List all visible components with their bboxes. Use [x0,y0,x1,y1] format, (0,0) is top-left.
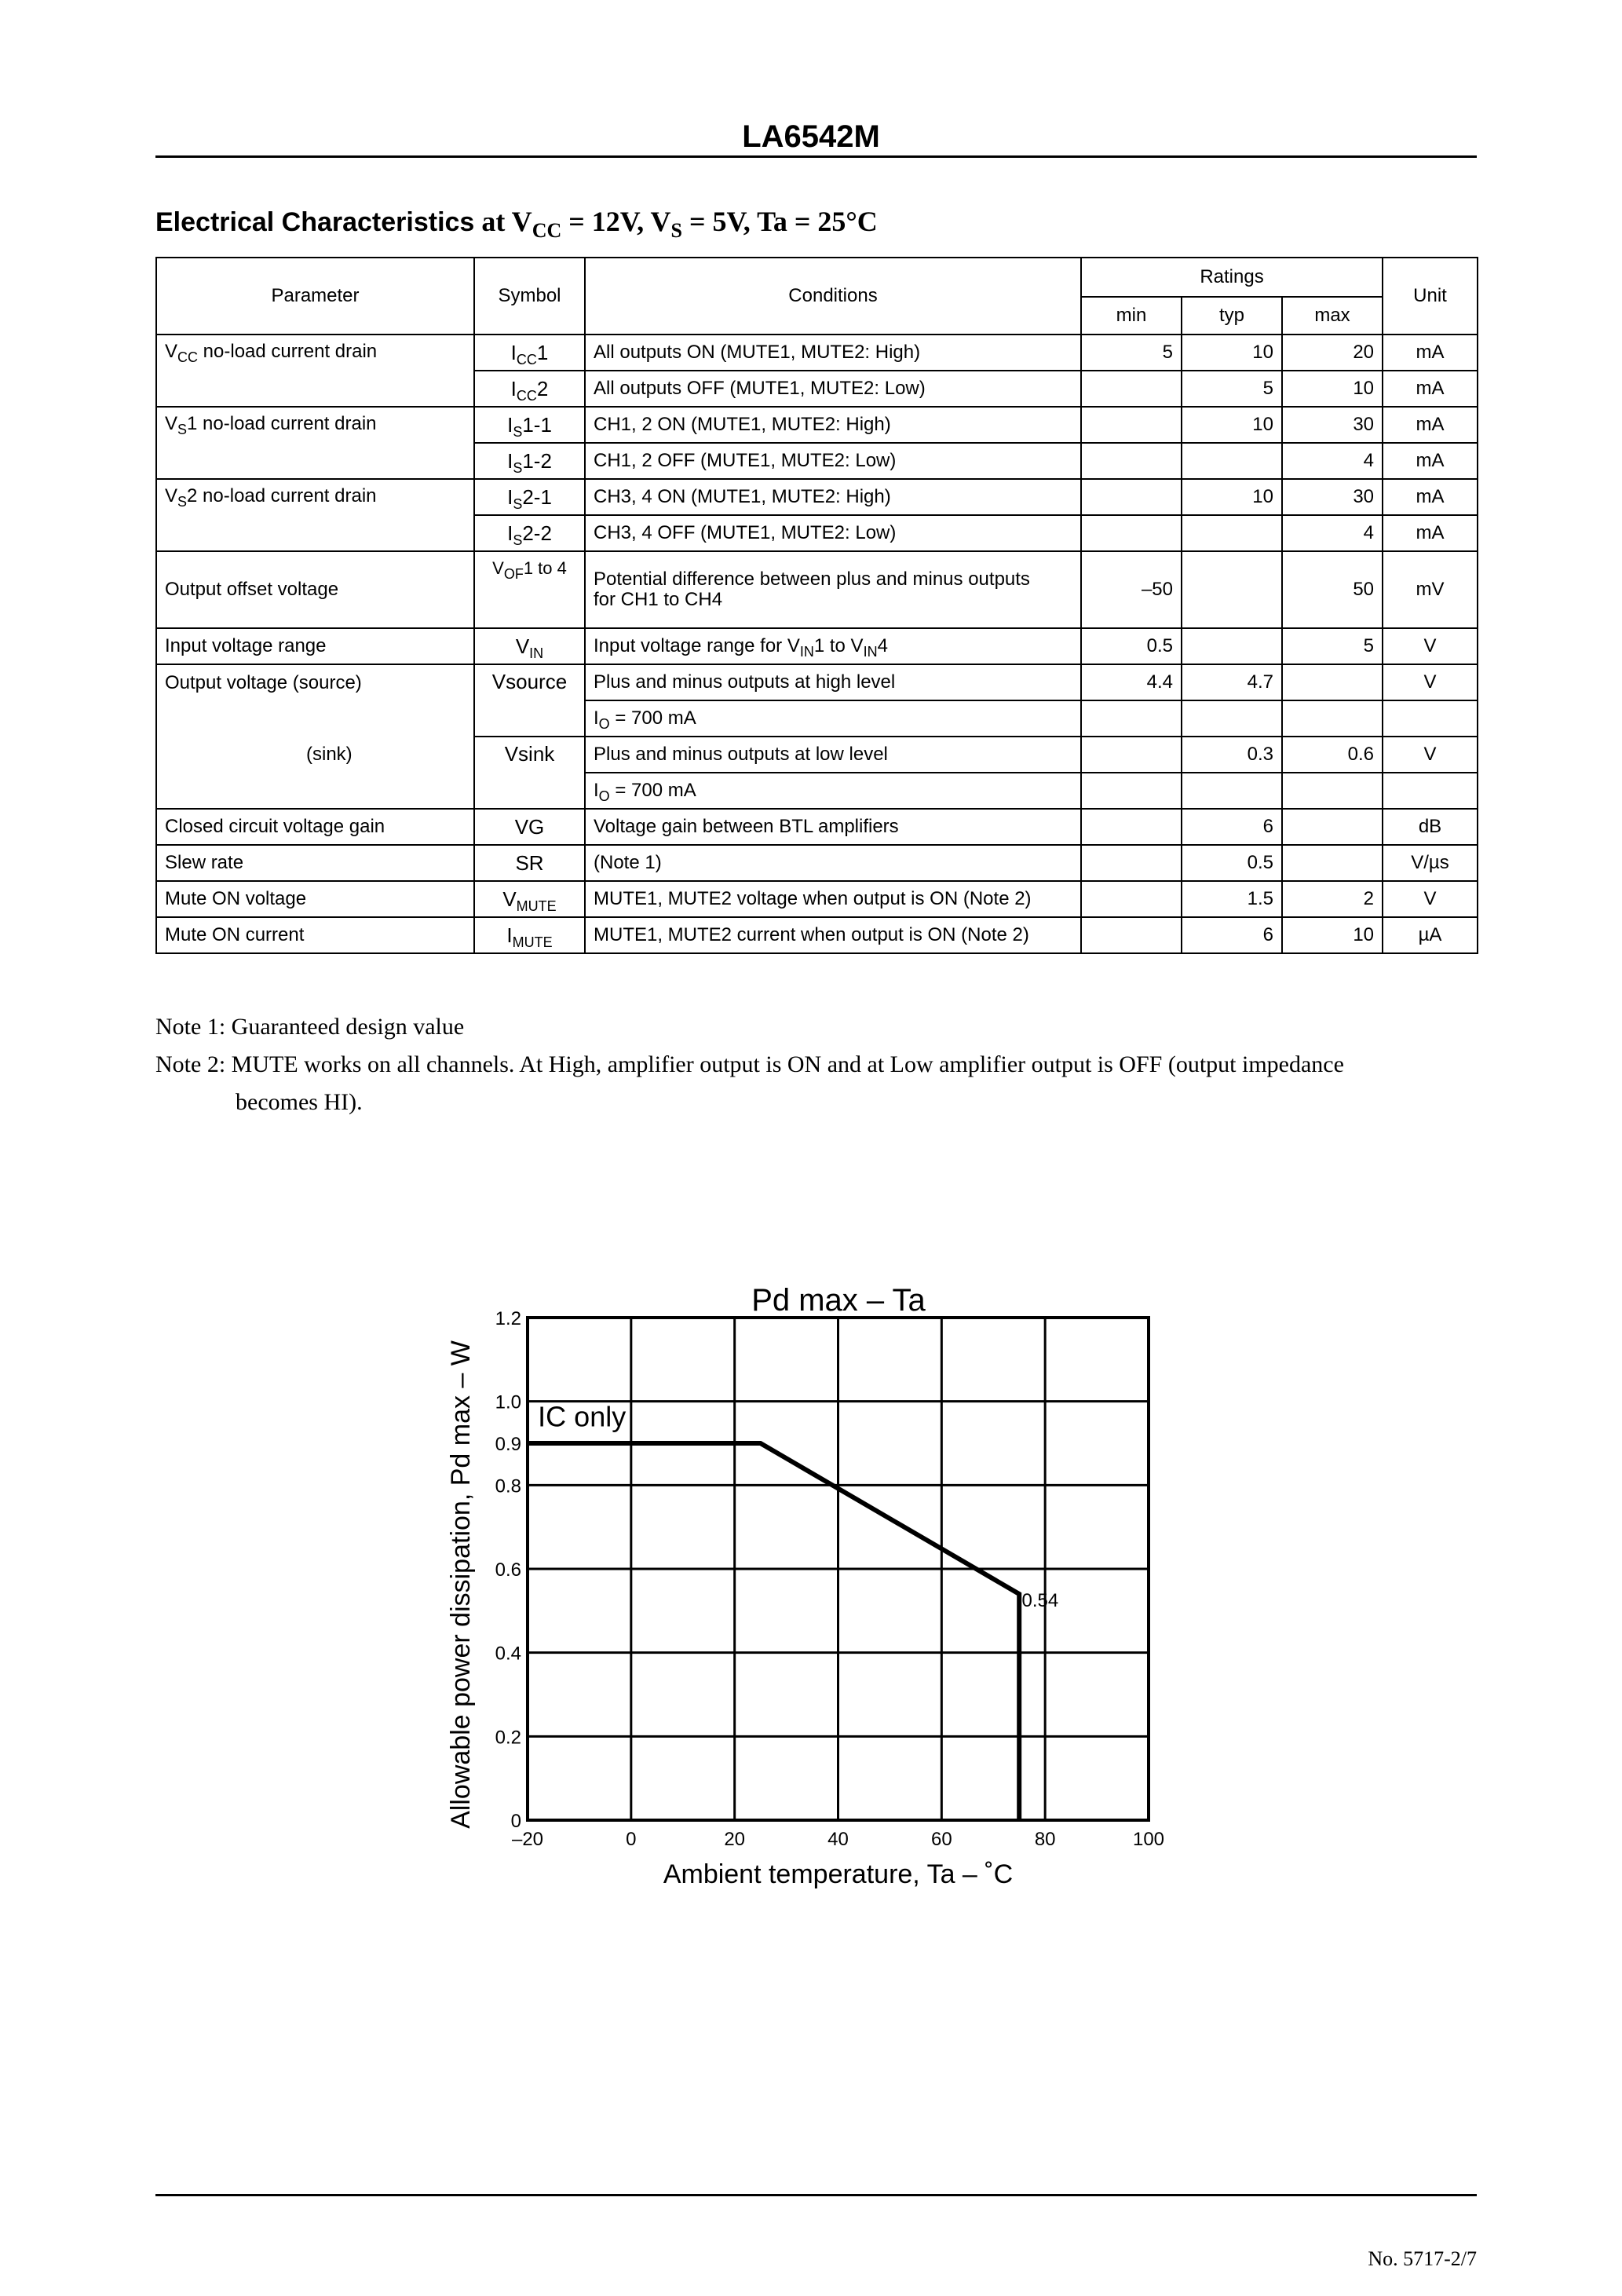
y-tick-label: 0 [510,1811,521,1832]
y-tick-label: 1.0 [495,1391,521,1413]
param-cell [156,700,474,737]
table-row [156,773,1478,809]
typ-cell: 10 [1182,335,1282,371]
unit-cell: mA [1383,335,1478,371]
typ-cell: 10 [1182,407,1282,443]
typ-cell: 5 [1182,371,1282,407]
table-row [156,845,1478,881]
min-cell [1081,700,1182,737]
max-cell: 2 [1282,881,1383,917]
typ-cell: 0.5 [1182,845,1282,881]
min-cell: 5 [1081,335,1182,371]
series-line-ic-only [528,1443,1019,1820]
unit-cell: µA [1383,917,1478,953]
symbol-cell: $I_S1-2$ [474,443,585,479]
min-cell [1081,773,1182,809]
note-2-continued: becomes HI). [236,1089,363,1115]
min-cell: 0.5 [1081,628,1182,664]
unit-cell: V [1383,737,1478,773]
conditions-cell: Plus and minus outputs at low level [585,737,1081,773]
max-cell [1282,664,1383,700]
unit-cell: mA [1383,407,1478,443]
pd-max-ta-chart [440,1303,1193,1900]
chart-tick-labels [495,1308,1164,1850]
y-tick-label: 0.2 [495,1727,521,1749]
conditions-cell: All outputs ON (MUTE1, MUTE2: High) [585,335,1081,371]
section-title-text: Electrical Characteristics [155,207,475,237]
conditions-cell: $I_O = 700$ mA [585,700,1081,737]
y-tick-label: 0.6 [495,1559,521,1581]
conditions-cell: $I_O = 700$ mA [585,773,1081,809]
min-cell [1081,479,1182,515]
max-cell [1282,773,1383,809]
x-tick-label: 40 [827,1829,849,1850]
conditions-cell: Voltage gain between BTL amplifiers [585,809,1081,845]
min-cell [1081,515,1182,551]
max-cell [1282,700,1383,737]
conditions-cell: CH3, 4 ON (MUTE1, MUTE2: High) [585,479,1081,515]
min-cell [1081,917,1182,953]
max-cell: 20 [1282,335,1383,371]
symbol-cell: $I_{CC}1$ [474,335,585,371]
param-cell: $V_{CC}$ no-load current drain [156,335,474,407]
conditions-cell: MUTE1, MUTE2 current when output is ON (Note 2) [585,917,1081,953]
x-axis-label: Ambient temperature, Ta – ˚C [663,1859,1014,1889]
header-rule [155,155,1477,158]
x-tick-label: 60 [930,1829,952,1850]
max-cell: 10 [1282,917,1383,953]
param-cell: Mute ON voltage [156,881,474,917]
symbol-cell: $I_S1-1$ [474,407,585,443]
unit-cell: mA [1383,479,1478,515]
y-tick-label: 0.4 [495,1643,521,1665]
note-1: Note 1: Guaranteed design value [155,1014,465,1040]
conditions-cell: CH1, 2 ON (MUTE1, MUTE2: High) [585,407,1081,443]
table-row [156,700,1478,737]
max-cell [1282,845,1383,881]
max-cell: 4 [1282,443,1383,479]
symbol-cell: $V_{OF}1$ to 4 [474,551,585,628]
symbol-cell: Vsink [474,737,585,809]
document-title: LA6542M [742,119,880,154]
conditions-cell: Input voltage range for $V_{IN}1$ to $V_{IN}4$ [585,628,1081,664]
min-cell: –50 [1081,551,1182,628]
header-parameter: Parameter [156,258,474,335]
unit-cell: V [1383,664,1478,700]
x-tick-label: 100 [1132,1829,1165,1850]
symbol-cell: $I_S2-1$ [474,479,585,515]
unit-cell [1383,700,1478,737]
max-cell: 30 [1282,407,1383,443]
symbol-cell: $I_{CC}2$ [474,371,585,407]
unit-cell [1383,773,1478,809]
typ-cell: 6 [1182,809,1282,845]
table-row [156,551,1478,628]
min-cell [1081,737,1182,773]
typ-cell [1182,443,1282,479]
annotation-054: 0.54 [1021,1590,1059,1611]
min-cell [1081,809,1182,845]
typ-cell [1182,700,1282,737]
table-row [156,407,1478,443]
symbol-cell: $V_{MUTE}$ [474,881,585,917]
chart-grid [528,1318,1149,1820]
min-cell [1081,443,1182,479]
typ-cell: 1.5 [1182,881,1282,917]
chart-title: Pd max – Ta [751,1283,926,1318]
table-row [156,479,1478,515]
symbol-cell: VG [474,809,585,845]
param-cell: Slew rate [156,845,474,881]
table-row [156,881,1478,917]
typ-cell [1182,773,1282,809]
y-axis-label: Allowable power dissipation, Pd max – W [446,1340,476,1829]
conditions-cell: Potential difference between plus and minus outputs for CH1 to CH4 [585,551,1081,628]
max-cell: 50 [1282,551,1383,628]
conditions-cell: Plus and minus outputs at high level [585,664,1081,700]
header-ratings: Ratings [1081,258,1383,297]
conditions-cell: CH3, 4 OFF (MUTE1, MUTE2: Low) [585,515,1081,551]
symbol-cell: Vsource [474,664,585,737]
table-row [156,628,1478,664]
typ-cell [1182,628,1282,664]
unit-cell: mA [1383,443,1478,479]
typ-cell [1182,551,1282,628]
min-cell [1081,845,1182,881]
typ-cell: 0.3 [1182,737,1282,773]
max-cell [1282,809,1383,845]
y-tick-label: 0.8 [495,1475,521,1497]
table-row [156,737,1478,773]
x-tick-label: 80 [1034,1829,1056,1850]
page-number: No. 5717-2/7 [1368,2247,1477,2270]
y-tick-label: 1.2 [495,1308,521,1329]
x-tick-label: 0 [626,1829,637,1850]
param-cell: $V_S1$ no-load current drain [156,407,474,479]
min-cell [1081,881,1182,917]
header-symbol: Symbol [474,258,585,335]
header-conditions: Conditions [585,258,1081,335]
header-typ: typ [1182,297,1282,335]
typ-cell: 6 [1182,917,1282,953]
y-tick-label: 0.9 [495,1434,521,1455]
section-title [155,204,878,242]
param-cell: Output voltage (source) [156,664,474,700]
header-unit: Unit [1383,258,1478,335]
table-row [156,917,1478,953]
electrical-characteristics-table [155,257,1478,954]
param-cell: (sink) [156,737,474,773]
unit-cell: V [1383,628,1478,664]
conditions-cell: MUTE1, MUTE2 voltage when output is ON (Note 2) [585,881,1081,917]
typ-cell: 10 [1182,479,1282,515]
min-cell [1081,371,1182,407]
unit-cell: V [1383,881,1478,917]
max-cell: 0.6 [1282,737,1383,773]
typ-cell: 4.7 [1182,664,1282,700]
footer-rule [155,2194,1477,2196]
max-cell: 4 [1282,515,1383,551]
header-min: min [1081,297,1182,335]
symbol-cell: SR [474,845,585,881]
symbol-cell: $I_{MUTE}$ [474,917,585,953]
param-cell: Closed circuit voltage gain [156,809,474,845]
param-cell: Output offset voltage [156,551,474,628]
min-cell [1081,407,1182,443]
param-cell: $V_S2$ no-load current drain [156,479,474,551]
annotation-ic-only: IC only [538,1400,627,1433]
unit-cell: mA [1383,515,1478,551]
max-cell: 10 [1282,371,1383,407]
typ-cell [1182,515,1282,551]
conditions-cell: CH1, 2 OFF (MUTE1, MUTE2: Low) [585,443,1081,479]
note-2: Note 2: MUTE works on all channels. At High, amplifier output is ON and at Low amplifier output is OFF (output impedance [155,1051,1344,1077]
max-cell: 30 [1282,479,1383,515]
symbol-cell: $V_{IN}$ [474,628,585,664]
x-tick-label: 20 [724,1829,746,1850]
table-row [156,664,1478,700]
x-tick-label: –20 [511,1829,544,1850]
unit-cell: mV [1383,551,1478,628]
conditions-cell: (Note 1) [585,845,1081,881]
table-row [156,809,1478,845]
max-cell: 5 [1282,628,1383,664]
unit-cell: dB [1383,809,1478,845]
symbol-cell: $I_S2-2$ [474,515,585,551]
unit-cell: mA [1383,371,1478,407]
param-cell: Mute ON current [156,917,474,953]
section-conditions: at $V_{CC} = 12V$, $V_S = 5V$, Ta = 25°C [474,206,878,242]
table-row [156,335,1478,371]
min-cell: 4.4 [1081,664,1182,700]
header-max: max [1282,297,1383,335]
conditions-cell: All outputs OFF (MUTE1, MUTE2: Low) [585,371,1081,407]
param-cell [156,773,474,809]
param-cell: Input voltage range [156,628,474,664]
unit-cell: V/µs [1383,845,1478,881]
